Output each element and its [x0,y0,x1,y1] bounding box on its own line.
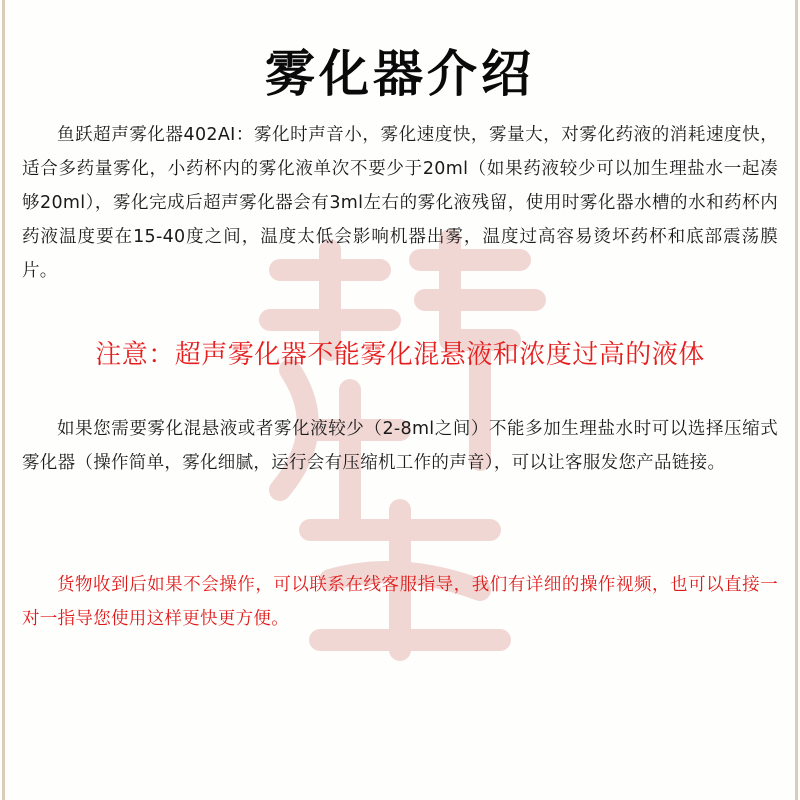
page-title: 雾化器介绍 [265,45,535,103]
left-border [2,0,5,800]
alternative-paragraph: 如果您需要雾化混悬液或者雾化液较少（2-8ml之间）不能多加生理盐水时可以选择压缩式雾化器（操作简单，雾化细腻，运行会有压缩机工作的声音），可以让客服发您产品链接。 [22,419,778,473]
right-border [795,0,798,800]
intro-paragraph: 鱼跃超声雾化器402AI：雾化时声音小，雾化速度快，雾量大，对雾化药液的消耗速度快，适合多药量雾化，小药杯内的雾化液单次不要少于20ml（如果药液较少可以加生理盐水一起凑够20ml），雾化完成后超声雾化器会有3ml左右的雾化液残留，使用时雾化器水槽的水和药杯内药液温度要在15-40度之间，温度太低会影响机器出雾，温度过高容易烫坏药杯和底部震荡膜片。 [22,125,778,281]
warning-notice: 注意：超声雾化器不能雾化混悬液和浓度过高的液体 [95,340,705,370]
support-paragraph: 货物收到后如果不会操作，可以联系在线客服指导，我们有详细的操作视频，也可以直接一对一指导您使用这样更快更方便。 [22,575,778,629]
